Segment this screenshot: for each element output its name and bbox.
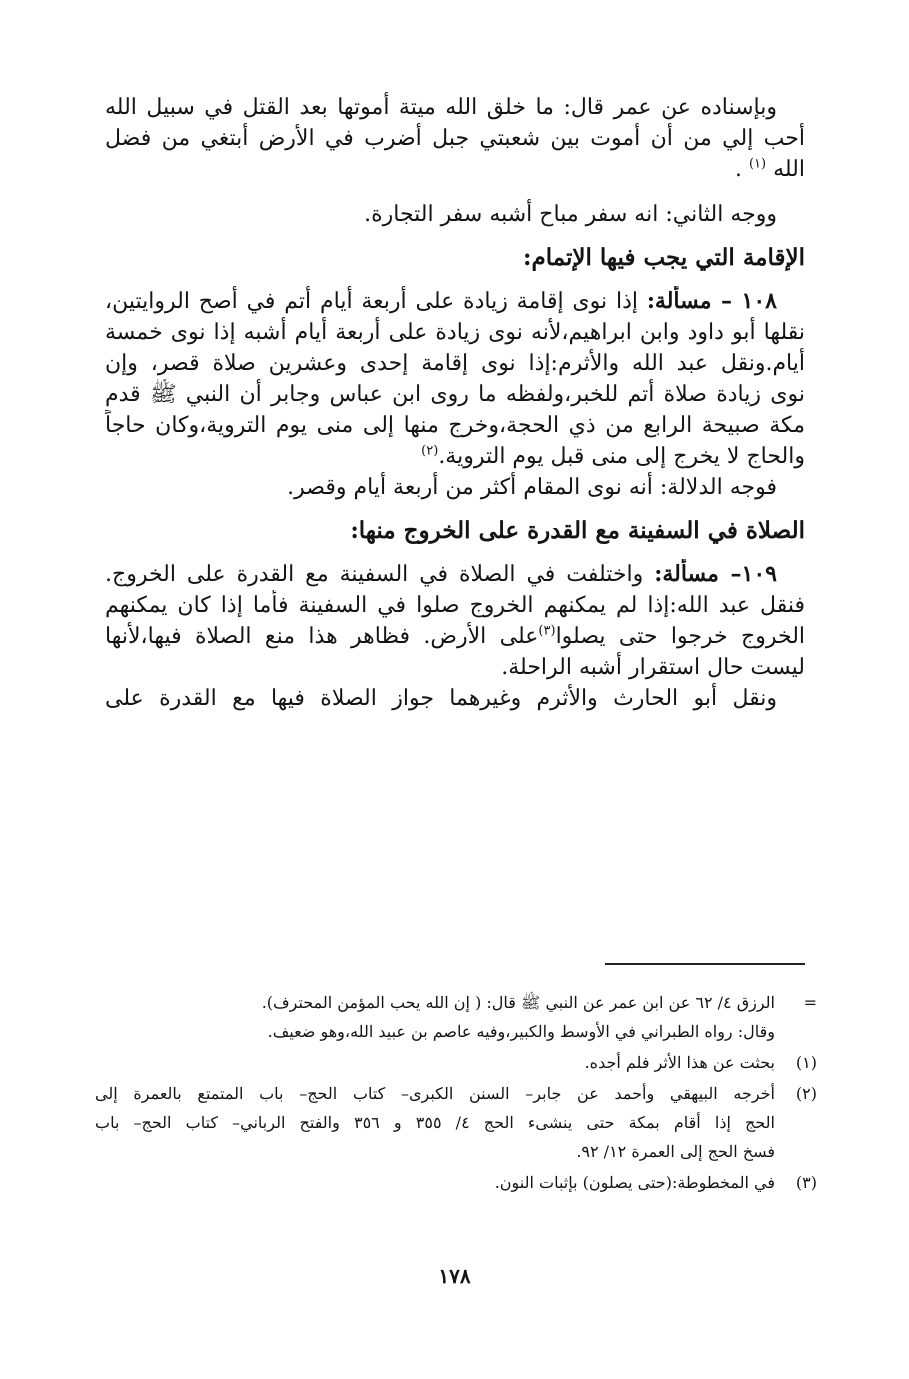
section-heading-iqama: الإقامة التي يجب فيها الإتمام: xyxy=(522,244,805,271)
footnote-line: وقال: رواه الطبراني في الأوسط والكبير،وفيه عاصم بن عبيد الله،وهو ضعيف. xyxy=(267,1022,775,1041)
footnote-marker: (٣) xyxy=(795,1173,817,1192)
text-line: نوى زيادة صلاة أتم للخبر،ولفظه ما روى ابن عباس وجابر أن النبي ﷺ قدم xyxy=(105,382,805,407)
footnote-2 xyxy=(95,1079,817,1166)
text-fragment: الله xyxy=(773,157,805,182)
text-fragment: الخروج خرجوا حتى يصلوا xyxy=(555,624,805,649)
footnote-body xyxy=(95,988,783,1046)
footnote-body xyxy=(95,1168,783,1197)
footnote-line: أخرجه البيهقي وأحمد عن جابر– السنن الكبرى– كتاب الحج– باب المتمتع بالعمرة إلى xyxy=(95,1084,775,1103)
section-heading-safina: الصلاة في السفينة مع القدرة على الخروج منها: xyxy=(350,517,805,544)
footnote-line: الرزق ٤/ ٦٢ عن ابن عمر عن النبي ﷺ قال: ( إن الله يحب المؤمن المحترف). xyxy=(261,993,775,1012)
text-line xyxy=(105,441,805,472)
paragraph-6: ونقل أبو الحارث والأثرم وغيرهما جواز الصلاة فيها مع القدرة على xyxy=(105,686,777,711)
footnote-body xyxy=(95,1048,783,1077)
footnote-ref-1[interactable]: (١) xyxy=(748,156,767,172)
text-line xyxy=(105,559,805,590)
paragraph-dalala: فوجه الدلالة: أنه نوى المقام أكثر من أربعة أيام وقصر. xyxy=(287,475,777,500)
footnote-marker: (١) xyxy=(795,1053,817,1072)
text-line xyxy=(105,154,805,185)
paragraph-2: ووجه الثاني: انه سفر مباح أشبه سفر التجارة. xyxy=(364,202,777,227)
paragraph-masala-109 xyxy=(105,559,805,683)
paragraph-1 xyxy=(105,92,805,185)
paragraph-masala-108 xyxy=(105,286,805,472)
footnote-marker: (٢) xyxy=(795,1084,817,1103)
footnote-line: فسخ الحج إلى العمرة ١٢/ ٩٢. xyxy=(576,1142,775,1161)
text-line: أيام.ونقل عبد الله والأثرم:إذا نوى إقامة إحدى وعشرين صلاة قصر، وإن xyxy=(105,351,805,376)
text-fragment: والحاج لا يخرج إلى منى قبل يوم التروية. xyxy=(438,444,805,469)
text-fragment: على الأرض. فظاهر هذا منع الصلاة فيها،لأنها xyxy=(105,624,539,649)
text-line: أحب إلي من أن أموت بين شعبتي جبل أضرب في الأرض أبتغي من فضل xyxy=(105,126,805,151)
footnote-continued xyxy=(95,988,817,1046)
footnote-line: بحثت عن هذا الأثر فلم أجده. xyxy=(584,1053,775,1072)
text-line: مكة صبيحة الرابع من ذي الحجة،وخرج منها إلى منى يوم التروية،وكان حاجاً xyxy=(105,413,805,438)
footnote-ref-3[interactable]: (٣) xyxy=(538,623,556,639)
footnote-1 xyxy=(95,1048,817,1077)
footnote-body xyxy=(95,1079,783,1166)
text-fragment: واختلفت في الصلاة في السفينة مع القدرة على الخروج. xyxy=(105,562,655,587)
text-line xyxy=(105,286,805,317)
footnote-ref-2[interactable]: (٢) xyxy=(421,443,439,459)
footnote-line: في المخطوطة:(حتى يصلون) بإثبات النون. xyxy=(494,1173,775,1192)
footnote-marker: = xyxy=(803,993,817,1012)
text-line: ليست حال استقرار أشبه الراحلة. xyxy=(501,655,805,680)
text-line xyxy=(105,621,805,652)
masala-number: ١٠٨ – مسألة: xyxy=(646,288,777,314)
main-text xyxy=(105,92,805,714)
footnote-line: الحج إذا أقام بمكة حتى ينشىء الحج ٤/ ٣٥٥ و ٣٥٦ والفتح الرباني– كتاب الحج– باب xyxy=(95,1113,775,1132)
footnote-3 xyxy=(95,1168,817,1197)
footnote-separator xyxy=(605,963,805,965)
text-fragment: إذا نوى إقامة زيادة على أربعة أيام أتم في أصح الروايتين، xyxy=(105,289,647,314)
masala-number: ١٠٩– مسألة: xyxy=(654,561,777,587)
text-line: نقلها أبو داود وابن ابراهيم،لأنه نوى زيادة على أربعة أيام أشبه إذا نوى خمسة xyxy=(105,320,805,345)
page-number: ١٧٨ xyxy=(438,1264,471,1288)
footnotes xyxy=(95,988,817,1199)
text-line: وبإسناده عن عمر قال: ما خلق الله ميتة أموتها بعد القتل في سبيل الله xyxy=(105,95,777,120)
text-line: فنقل عبد الله:إذا لم يمكنهم الخروج صلوا في السفينة فأما إذا كان يمكنهم xyxy=(105,593,805,618)
text-fragment: . xyxy=(734,157,742,182)
